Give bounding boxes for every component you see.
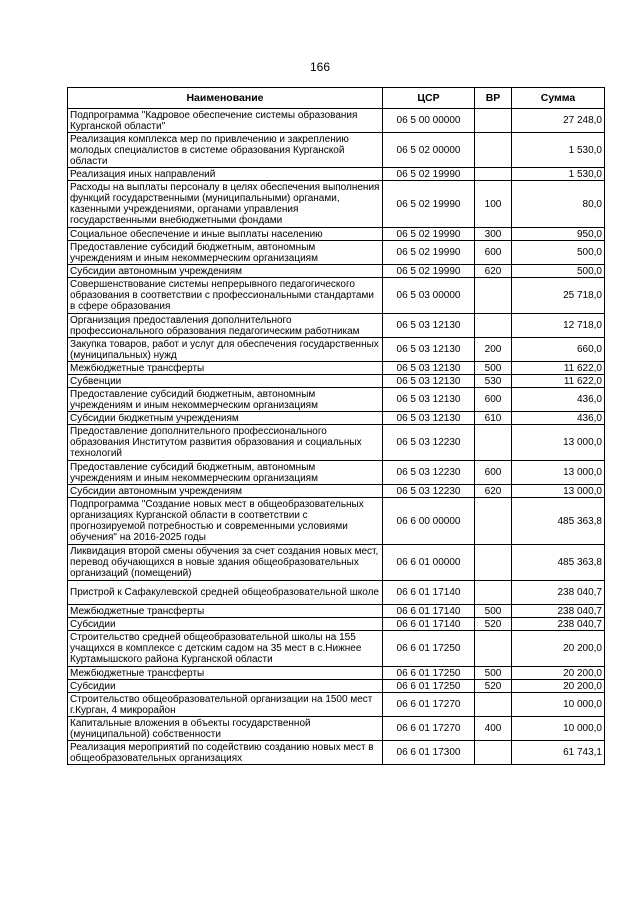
row-sum: 485 363,8 <box>512 545 605 581</box>
row-sum: 436,0 <box>512 412 605 425</box>
row-csr: 06 5 03 12130 <box>383 388 475 412</box>
row-name: Строительство средней общеобразовательной школы на 155 учащихся в комплексе с детским садом на 35 мест в с.Нижнее Куртамышского района Курганской области <box>68 631 383 667</box>
row-csr: 06 5 03 12230 <box>383 485 475 498</box>
row-csr: 06 6 00 00000 <box>383 498 475 545</box>
row-sum: 20 200,0 <box>512 631 605 667</box>
row-csr: 06 5 02 19990 <box>383 181 475 228</box>
row-vr: 600 <box>475 388 512 412</box>
row-vr: 600 <box>475 461 512 485</box>
row-csr: 06 5 03 12130 <box>383 412 475 425</box>
row-csr: 06 5 03 12230 <box>383 461 475 485</box>
row-vr <box>475 693 512 717</box>
row-name: Реализация комплекса мер по привлечению и закреплению молодых специалистов в системе образования Курганской области <box>68 133 383 168</box>
row-csr: 06 6 01 00000 <box>383 545 475 581</box>
row-name: Подпрограмма "Создание новых мест в общеобразовательных организациях Курганской области в соответствии с прогнозируемой потребностью и современными условиями обучения" на 2016-2025 годы <box>68 498 383 545</box>
row-vr <box>475 133 512 168</box>
table-row <box>68 461 605 485</box>
row-name: Межбюджетные трансферты <box>68 605 383 618</box>
table-row <box>68 362 605 375</box>
row-sum: 485 363,8 <box>512 498 605 545</box>
table-row <box>68 618 605 631</box>
table-row <box>68 278 605 314</box>
row-vr: 500 <box>475 605 512 618</box>
budget-table <box>67 87 605 765</box>
row-vr: 520 <box>475 680 512 693</box>
row-sum: 660,0 <box>512 338 605 362</box>
row-vr: 500 <box>475 667 512 680</box>
row-vr <box>475 109 512 133</box>
row-name: Предоставление субсидий бюджетным, автономным учреждениям и иным некоммерческим организациям <box>68 461 383 485</box>
row-name: Межбюджетные трансферты <box>68 667 383 680</box>
row-csr: 06 5 03 00000 <box>383 278 475 314</box>
table-row <box>68 667 605 680</box>
row-vr <box>475 581 512 605</box>
row-csr: 06 6 01 17250 <box>383 680 475 693</box>
table-row <box>68 693 605 717</box>
table-row <box>68 412 605 425</box>
row-csr: 06 5 03 12230 <box>383 425 475 461</box>
row-sum: 20 200,0 <box>512 667 605 680</box>
row-sum: 436,0 <box>512 388 605 412</box>
row-sum: 1 530,0 <box>512 133 605 168</box>
row-name: Ликвидация второй смены обучения за счет создания новых мест, перевод обучающихся в новые здания общеобразовательных организаций (помещений) <box>68 545 383 581</box>
row-name: Пристрой к Сафакулевской средней общеобразовательной школе <box>68 581 383 605</box>
table-row <box>68 717 605 741</box>
table-row <box>68 631 605 667</box>
column-header-name: Наименование <box>68 88 383 109</box>
row-name: Предоставление субсидий бюджетным, автономным учреждениям и иным некоммерческим организациям <box>68 241 383 265</box>
row-vr: 610 <box>475 412 512 425</box>
row-vr: 300 <box>475 228 512 241</box>
row-vr <box>475 168 512 181</box>
row-sum: 80,0 <box>512 181 605 228</box>
row-sum: 11 622,0 <box>512 375 605 388</box>
row-sum: 61 743,1 <box>512 741 605 765</box>
row-csr: 06 5 02 00000 <box>383 133 475 168</box>
row-vr: 620 <box>475 265 512 278</box>
row-vr: 500 <box>475 362 512 375</box>
row-sum: 10 000,0 <box>512 717 605 741</box>
row-vr: 400 <box>475 717 512 741</box>
table-row <box>68 545 605 581</box>
row-name: Расходы на выплаты персоналу в целях обеспечения выполнения функций государственными (муниципальными) органами, казенными учреждениями, органами управления государственными внебюджетными фондами <box>68 181 383 228</box>
row-sum: 20 200,0 <box>512 680 605 693</box>
row-csr: 06 5 02 19990 <box>383 265 475 278</box>
row-csr: 06 6 01 17140 <box>383 605 475 618</box>
row-name: Капитальные вложения в объекты государственной (муниципальной) собственности <box>68 717 383 741</box>
row-vr <box>475 545 512 581</box>
row-vr <box>475 498 512 545</box>
table-row <box>68 168 605 181</box>
row-name: Субсидии <box>68 680 383 693</box>
table-row <box>68 241 605 265</box>
row-sum: 11 622,0 <box>512 362 605 375</box>
row-sum: 12 718,0 <box>512 314 605 338</box>
row-csr: 06 6 01 17140 <box>383 618 475 631</box>
row-csr: 06 6 01 17300 <box>383 741 475 765</box>
row-name: Субвенции <box>68 375 383 388</box>
row-name: Социальное обеспечение и иные выплаты населению <box>68 228 383 241</box>
row-name: Субсидии бюджетным учреждениям <box>68 412 383 425</box>
column-header-vr: ВР <box>475 88 512 109</box>
row-csr: 06 6 01 17250 <box>383 631 475 667</box>
row-name: Реализация иных направлений <box>68 168 383 181</box>
table-row <box>68 228 605 241</box>
row-sum: 1 530,0 <box>512 168 605 181</box>
column-header-sum: Сумма <box>512 88 605 109</box>
table-row <box>68 680 605 693</box>
row-vr: 520 <box>475 618 512 631</box>
table-row <box>68 133 605 168</box>
row-name: Реализация мероприятий по содействию созданию новых мест в общеобразовательных организациях <box>68 741 383 765</box>
row-name: Организация предоставления дополнительного профессионального образования педагогическим работникам <box>68 314 383 338</box>
row-sum: 238 040,7 <box>512 605 605 618</box>
row-vr: 620 <box>475 485 512 498</box>
table-row <box>68 605 605 618</box>
table-row <box>68 375 605 388</box>
row-name: Закупка товаров, работ и услуг для обеспечения государственных (муниципальных) нужд <box>68 338 383 362</box>
table-row <box>68 338 605 362</box>
table-header-row <box>68 88 605 109</box>
row-csr: 06 5 03 12130 <box>383 314 475 338</box>
table-row <box>68 485 605 498</box>
row-vr: 100 <box>475 181 512 228</box>
row-csr: 06 6 01 17270 <box>383 693 475 717</box>
row-csr: 06 6 01 17250 <box>383 667 475 680</box>
row-name: Совершенствование системы непрерывного педагогического образования в соответствии с профессиональными стандартами в сфере образования <box>68 278 383 314</box>
row-csr: 06 5 02 19990 <box>383 228 475 241</box>
row-csr: 06 5 02 19990 <box>383 241 475 265</box>
row-sum: 25 718,0 <box>512 278 605 314</box>
row-sum: 13 000,0 <box>512 461 605 485</box>
row-vr: 200 <box>475 338 512 362</box>
row-csr: 06 6 01 17140 <box>383 581 475 605</box>
row-name: Межбюджетные трансферты <box>68 362 383 375</box>
row-sum: 10 000,0 <box>512 693 605 717</box>
row-name: Субсидии <box>68 618 383 631</box>
row-csr: 06 5 00 00000 <box>383 109 475 133</box>
row-csr: 06 5 03 12130 <box>383 338 475 362</box>
row-csr: 06 5 02 19990 <box>383 168 475 181</box>
row-name: Предоставление дополнительного профессионального образования Институтом развития образования и социальных технологий <box>68 425 383 461</box>
row-vr <box>475 741 512 765</box>
row-name: Подпрограмма "Кадровое обеспечение системы образования Курганской области" <box>68 109 383 133</box>
table-row <box>68 181 605 228</box>
row-name: Субсидии автономным учреждениям <box>68 265 383 278</box>
row-vr: 530 <box>475 375 512 388</box>
table-row <box>68 741 605 765</box>
row-sum: 950,0 <box>512 228 605 241</box>
column-header-csr: ЦСР <box>383 88 475 109</box>
row-sum: 238 040,7 <box>512 618 605 631</box>
row-vr <box>475 314 512 338</box>
table-row <box>68 581 605 605</box>
row-sum: 238 040,7 <box>512 581 605 605</box>
row-vr <box>475 631 512 667</box>
row-sum: 500,0 <box>512 241 605 265</box>
row-sum: 13 000,0 <box>512 485 605 498</box>
table-row <box>68 314 605 338</box>
row-csr: 06 5 03 12130 <box>383 362 475 375</box>
row-vr: 600 <box>475 241 512 265</box>
row-sum: 500,0 <box>512 265 605 278</box>
row-sum: 27 248,0 <box>512 109 605 133</box>
table-row <box>68 388 605 412</box>
row-name: Предоставление субсидий бюджетным, автономным учреждениям и иным некоммерческим организациям <box>68 388 383 412</box>
page-number: 166 <box>309 60 331 74</box>
row-name: Строительство общеобразовательной организации на 1500 мест г.Курган, 4 микрорайон <box>68 693 383 717</box>
row-csr: 06 6 01 17270 <box>383 717 475 741</box>
row-vr <box>475 425 512 461</box>
table-row <box>68 498 605 545</box>
table-row <box>68 265 605 278</box>
row-sum: 13 000,0 <box>512 425 605 461</box>
row-csr: 06 5 03 12130 <box>383 375 475 388</box>
table-row <box>68 425 605 461</box>
table-row <box>68 109 605 133</box>
row-name: Субсидии автономным учреждениям <box>68 485 383 498</box>
row-vr <box>475 278 512 314</box>
